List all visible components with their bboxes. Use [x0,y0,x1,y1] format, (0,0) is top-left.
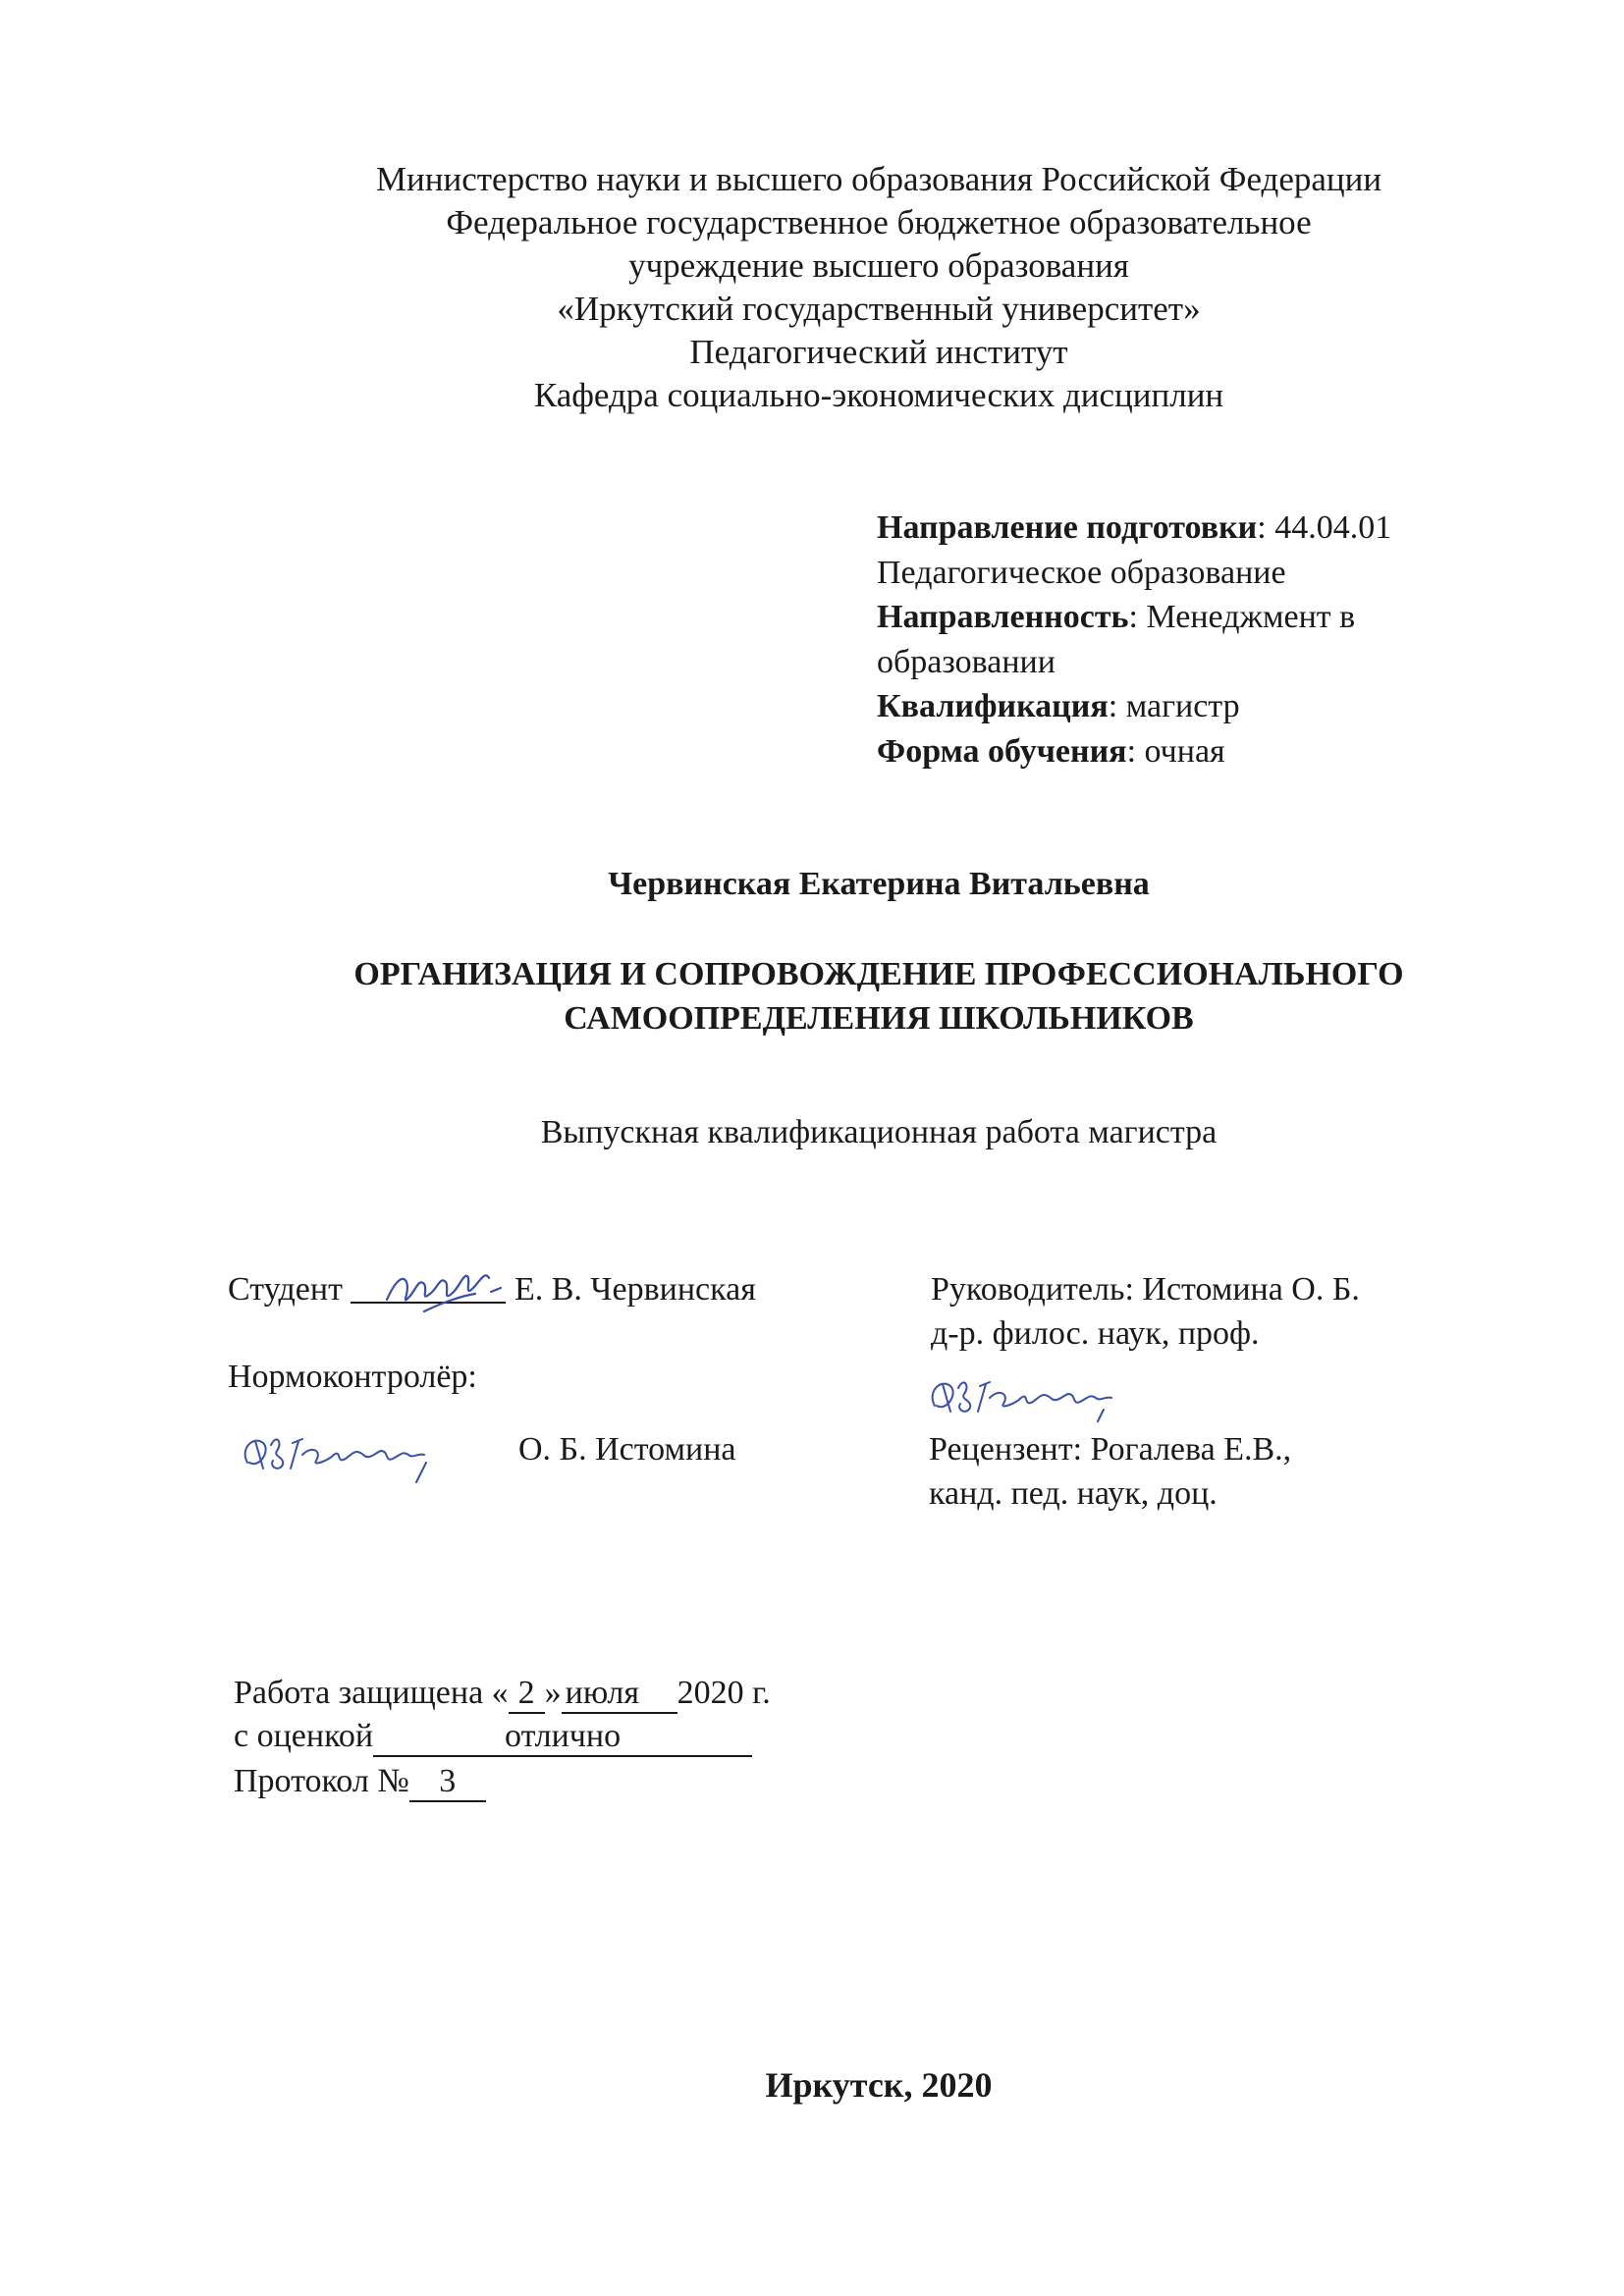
qualification-row [877,684,1391,729]
thesis-title-line-2: САМООПРЕДЕЛЕНИЯ ШКОЛЬНИКОВ [564,1000,1194,1037]
focus-value-2: образовании [877,643,1056,680]
protocol-row [234,1763,486,1802]
header-line-ministry: Министерство науки и высшего образования Российской Федерации [375,160,1382,198]
reviewer-degree: канд. пед. наук, доц. [929,1475,1218,1512]
defense-date-row [234,1675,771,1714]
focus-label: Направленность [877,599,1129,635]
thesis-title-line-1: ОРГАНИЗАЦИЯ И СОПРОВОЖДЕНИЕ ПРОФЕССИОНАЛЬНОГО [353,956,1404,992]
work-type: Выпускная квалификационная работа магистра [540,1114,1218,1150]
grade-label: с оценкой [234,1718,374,1754]
defense-prefix: Работа защищена « [234,1675,509,1711]
header-line-institution-type: учреждение высшего образования [628,246,1129,285]
direction-value: : 44.04.01 [1257,509,1392,546]
defense-month: июля [562,1675,677,1714]
grade-row [234,1718,752,1757]
thesis-title [0,952,1624,1041]
student-label: Студент [228,1271,343,1308]
qualification-value: : магистр [1108,688,1240,724]
direction-label: Направление подготовки [877,509,1258,546]
author-name: Червинская Екатерина Витальевна [608,866,1150,902]
protocol-label: Протокол № [234,1763,409,1799]
defense-year: 2020 г. [677,1675,771,1711]
normcontrol-signature [234,1421,469,1496]
defense-mid: » [544,1675,562,1711]
supervisor-degree: д-р. филос. наук, проф. [931,1315,1260,1352]
city-year: Иркутск, 2020 [765,2065,993,2105]
supervisor-signature [921,1364,1176,1433]
header-line-institute: Педагогический институт [689,333,1068,371]
normcontrol-label: Нормоконтролёр: [228,1359,477,1395]
direction-value-2: Педагогическое образование [877,554,1286,591]
form-label: Форма обучения [877,732,1127,770]
normcontrol-name: О. Б. Истомина [518,1431,736,1468]
header-line-university: «Иркутский государственный университет» [557,290,1201,328]
form-value: : очная [1126,732,1225,770]
program-info [877,506,1391,774]
defense-day: 2 [509,1675,545,1714]
header-line-federal: Федеральное государственное бюджетное образовательное [446,203,1312,241]
header-line-department: Кафедра социально-экономических дисциплин [533,376,1224,414]
student-name: Е. В. Червинская [514,1271,756,1308]
qualification-label: Квалификация [877,688,1109,724]
focus-row [877,595,1391,640]
supervisor-line: Руководитель: Истомина О. Б. [931,1271,1360,1308]
direction-row [877,506,1391,551]
student-signature [381,1253,518,1331]
focus-value: : Менеджмент в [1128,599,1356,635]
protocol-number: 3 [409,1763,486,1802]
grade-value: отлично [373,1718,752,1757]
reviewer-line: Рецензент: Рогалева Е.В., [929,1431,1292,1468]
form-row [877,729,1391,774]
institution-header [0,158,1624,417]
